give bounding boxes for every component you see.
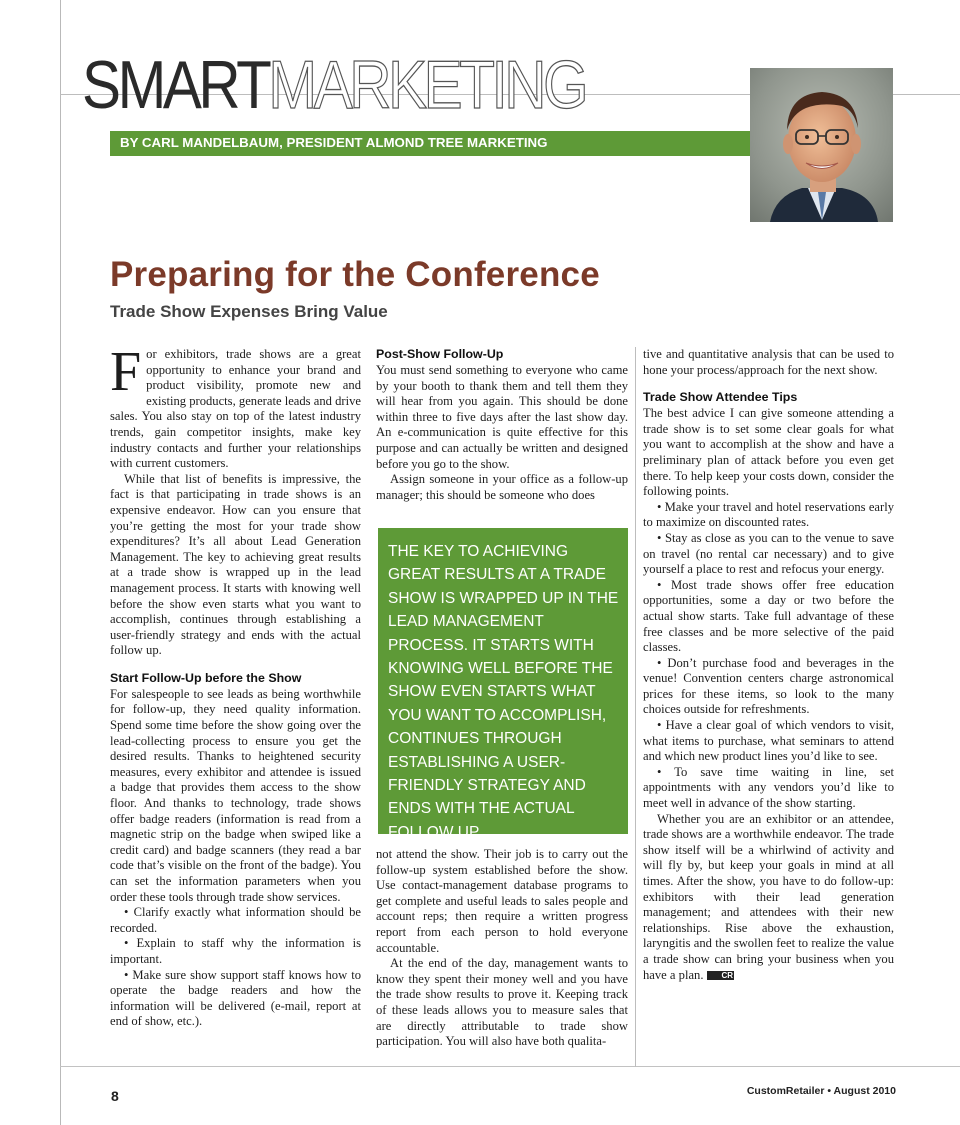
intro-text: or exhibitors, trade shows are a great opportunity to enhance your brand and product visibility, promote new and existing products, generate leads and drive sales. You also stay on top of the latest industry trends, gain competitor insights, make key industry contacts and further your relationships with current customers. (110, 347, 361, 471)
paragraph: You must send something to everyone who came by your booth to thank them and tell them they will hear from you again. This should be done within three to five days after the last show day. An e-communication is quite effective for this purpose and can actually be written and designed before you go to the show. (376, 363, 628, 471)
section-heading-followup-before: Start Follow-Up before the Show (110, 670, 302, 685)
column-1 (110, 341, 361, 1030)
vertical-crop-rule (60, 0, 61, 1125)
masthead-part2: MARKETING (268, 47, 586, 123)
section-heading-post-show: Post-Show Follow-Up (376, 347, 504, 361)
paragraph: Assign someone in your office as a follow-up manager; this should be someone who does (376, 472, 628, 502)
closing-text: Whether you are an exhibitor or an attendee, trade shows are a worthwhile endeavor. The trade show itself will be a whirlwind of activity and will fly by, but keep your goals in mind at all times. After the show, you have to do follow-up: exhibitors with their lead generation management; and attendees with their new relationships. Rise above the exhaustion, laryngitis and the swollen feet to realize the value a trade show can bring your business when you have a plan. (643, 811, 894, 982)
bullet-item: • To save time waiting in line, set appointments with any vendors you’d like to meet well in advance of the show starting. (643, 764, 894, 811)
paragraph: not attend the show. Their job is to carry out the follow-up system established before the show. Use contact-management database programs to get complete and useful leads to sales people and account reps; then require a written progress report from each person to hold everyone accountable. (376, 847, 628, 955)
bottom-rule (60, 1066, 960, 1067)
drop-cap: F (110, 341, 142, 403)
paragraph: tive and quantitative analysis that can be used to hone your process/approach for the next show. (643, 347, 894, 377)
masthead (82, 47, 586, 123)
masthead-part1: SMART (82, 47, 269, 123)
bullet-item: • Explain to staff why the information is important. (110, 936, 361, 966)
article-title: Preparing for the Conference (110, 255, 600, 294)
paragraph: At the end of the day, management wants to know they spent their money well and you have the trade show results to prove it. Keeping track of these leads allows you to measure sales that are directly attributable to trade show participation. You will also have both qualita- (376, 956, 628, 1049)
paragraph: For salespeople to see leads as being worthwhile for follow-up, they need quality information. Spend some time before the show going over the lead-collecting process to ensure you get the desired results. Thanks to heightened security measures, every exhibitor and attendee is issued a badge that provides them access to the show floor. And thanks to technology, trade shows offer badge readers (information is read from a magnetic strip on the badge when swiped like a credit card) and badge scanners (they read a bar code that’s visible on the front of the badge). You can set the information parameters when you order these tools through trade show services. (110, 686, 361, 904)
column-2-top (376, 347, 628, 503)
closing-paragraph (643, 812, 894, 984)
pull-quote-text: THE KEY TO ACHIEVING GREAT RESULTS AT A TRADE SHOW IS WRAPPED UP IN THE LEAD MANAGEMENT PROCESS. IT STARTS WITH KNOWING WELL BEFORE THE SHOW EVEN STARTS WHAT YOU WANT TO ACCOMPLISH, CONTINUES THROUGH ESTABLISHING A USER-FRIENDLY STRATEGY AND ENDS WITH THE ACTUAL FOLLOW UP. (388, 543, 619, 841)
intro-paragraph (110, 341, 361, 472)
end-mark: CR (707, 971, 735, 980)
bullet-item: • Have a clear goal of which vendors to visit, what items to purchase, what seminars to attend and which new product lines you’d like to see. (643, 718, 894, 764)
bullet-item: • Most trade shows offer free education opportunities, some a day or two before the actual show starts. Take full advantage of these free classes and be more selective of the paid classes. (643, 577, 894, 655)
bullet-item: • Make sure show support staff knows how to operate the badge readers and how the information will be delivered (e-mail, report at end of show, etc.). (110, 967, 361, 1029)
pull-quote-box (378, 528, 628, 841)
section-heading-attendee-tips: Trade Show Attendee Tips (643, 390, 798, 405)
bullet-item: • Stay as close as you can to the venue to save on travel (no rental car necessary) and to give yourself a place to rest and refocus your energy. (643, 530, 894, 577)
bullet-item: • Don’t purchase food and beverages in the venue! Convention centers charge astronomical prices for these items, so look to the many choices outside for refreshments. (643, 655, 894, 717)
byline: BY CARL MANDELBAUM, PRESIDENT ALMOND TREE MARKETING (120, 135, 548, 150)
byline-bar (110, 131, 750, 156)
publication-footer: CustomRetailer • August 2010 (746, 1085, 896, 1097)
article-subtitle: Trade Show Expenses Bring Value (110, 302, 388, 321)
paragraph: The best advice I can give someone attending a trade show is to set some clear goals for what you want to accomplish at the show and have a preliminary plan of attack before you even get there. To help keep your costs down, consider the following points. (643, 406, 894, 499)
column-separator (635, 347, 636, 1067)
author-photo (750, 68, 893, 222)
bullet-item: • Make your travel and hotel reservations early to maximize on discounted rates. (643, 499, 894, 530)
page-number: 8 (111, 1088, 119, 1104)
column-2-bottom (376, 847, 628, 1050)
paragraph: While that list of benefits is impressive, the fact is that participating in trade shows is an expensive endeavor. How can you ensure that you’re getting the most for your trade show expenditures? It’s all about Lead Generation Management. The key to achieving great results at a trade show is wrapped up in the lead management process. It starts with knowing well before the show even starts what you want to accomplish, continues through establishing a user-friendly strategy and ends with the actual follow up. (110, 471, 361, 658)
author-portrait-image (750, 68, 893, 222)
bullet-item: • Clarify exactly what information should be recorded. (110, 905, 361, 935)
column-3 (643, 347, 894, 983)
